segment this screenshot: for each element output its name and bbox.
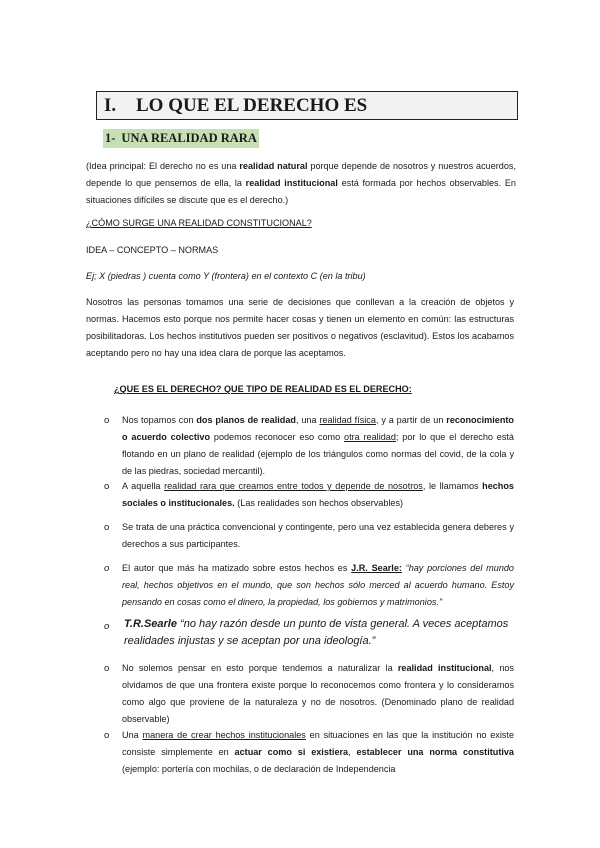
chapter-heading [96, 91, 518, 120]
bold-text: realidad institucional [397, 663, 492, 673]
intro-text-2: porque depende de nosotros y nuestros acuerdos, depende lo que pensemos de ella, la [86, 161, 516, 188]
bullet-marker: o [104, 621, 110, 632]
text: ; por lo que el derecho está flotando en un plano de realidad (ejemplo de los triángulos como normas del covid, de la cola y de las piedras, sociedad mercantil). [122, 432, 514, 476]
bold-text: actuar como si existiera [234, 747, 349, 757]
bullet-marker: o [104, 481, 110, 492]
bold-text: reconocimiento o acuerdo colectivo [122, 415, 514, 442]
bold-text: hechos sociales o institucionales. [122, 481, 514, 508]
text: podemos reconocer eso como [210, 432, 345, 442]
text: , le llamamos [422, 481, 483, 491]
bullet-marker: o [104, 663, 110, 674]
bullet-rare-reality [122, 478, 514, 512]
underlined-text: otra realidad [344, 432, 396, 442]
question-constitutional: ¿CÓMO SURGE UNA REALIDAD CONSTITUCIONAL? [86, 218, 312, 228]
text: (Las realidades son hechos observables) [234, 498, 404, 508]
intro-bold-1: realidad natural [239, 161, 308, 171]
section-title: UNA REALIDAD RARA [121, 131, 257, 145]
bold-text: dos planos de realidad [196, 415, 296, 425]
text: , y a partir de un [375, 415, 447, 425]
bullet-marker: o [104, 563, 110, 574]
underlined-text: realidad rara que creamos entre todos y depende de nosotros [164, 481, 423, 491]
intro-bold-2: realidad institucional [245, 178, 338, 188]
bullet-conventional-practice [122, 519, 514, 553]
chapter-title: LO QUE EL DERECHO ES [136, 95, 368, 116]
example-line: Ej; X (piedras ) cuenta como Y (frontera) en el contexto C (en la tribu) [86, 271, 366, 281]
underlined-text: realidad física [319, 415, 376, 425]
bold-text: establecer una norma constitutiva [356, 747, 514, 757]
text: , nos olvidamos de que una frontera existe porque lo reconocemos como frontera y lo consideramos como algo que proviene de la naturaleza y no de nosotros. (Denominado plano de realidad observable) [122, 663, 514, 724]
intro-text-1: (Idea principal: El derecho no es una [86, 161, 240, 171]
text: Una [122, 730, 143, 740]
text: No solemos pensar en esto porque tendemos a naturalizar la [122, 663, 398, 673]
underlined-text: manera de crear hechos institucionales [142, 730, 306, 740]
bullet-marker: o [104, 415, 110, 426]
paragraph-decisions: Nosotros las personas tomamos una serie de decisiones que conllevan a la creación de objetos y normas. Hacemos esto porque nos permite hacer cosas y tienen un elemento en común: las estructuras posibilitadoras. Los hechos institutivos pueden ser positivos o negativos (esclavitud). Estos los acabamos aceptando pero no hay una idea clara de porque las aceptamos. [86, 297, 514, 358]
text: , una [295, 415, 320, 425]
text: Se trata de una práctica convencional y contingente, pero una vez establecida genera deberes y derechos a sus participantes. [122, 522, 514, 549]
quote-text: “hay porciones del mundo real, hechos objetivos en el mundo, que son hechos sólo merced al acuerdo humano. Estoy pensando en cosas como el dinero, la propiedad, los gobiernos y matrimonios.” [122, 563, 514, 607]
section-number: 1- [105, 131, 116, 145]
question-what-is-law: ¿QUE ES EL DERECHO? QUE TIPO DE REALIDAD ES EL DERECHO: [114, 384, 412, 394]
bullet-tr-searle [124, 616, 519, 650]
text: A aquella [122, 481, 165, 491]
text: (ejemplo: portería con mochilas, o de declaración de Independencia [122, 764, 396, 774]
bullet-marker: o [104, 522, 110, 533]
bullet-marker: o [104, 730, 110, 741]
bullet-two-planes [122, 412, 514, 480]
bullet-searle-quote [122, 560, 514, 611]
text: , [348, 747, 357, 757]
author-name: T.R.Searle [124, 618, 177, 630]
text: Nos topamos con [122, 415, 197, 425]
idea-concept-line: IDEA – CONCEPTO – NORMAS [86, 245, 219, 255]
section-heading [103, 129, 259, 148]
text: en situaciones en las que la institución no existe consiste simplemente en [122, 730, 515, 757]
bullet-naturalize [122, 660, 514, 728]
intro-paragraph [86, 158, 516, 209]
bullet-create-institutional [122, 727, 514, 778]
text: El autor que más ha matizado sobre estos hechos es [122, 563, 352, 573]
author-name: J.R. Searle: [351, 563, 402, 573]
chapter-number: I. [104, 95, 117, 116]
quote-text: “no hay razón desde un punto de vista general. A veces aceptamos realidades injustas y se aceptan por una ideología.” [124, 618, 509, 647]
intro-text-3: está formada por hechos observables. En situaciones difíciles se discute que es el derecho.) [86, 178, 516, 205]
